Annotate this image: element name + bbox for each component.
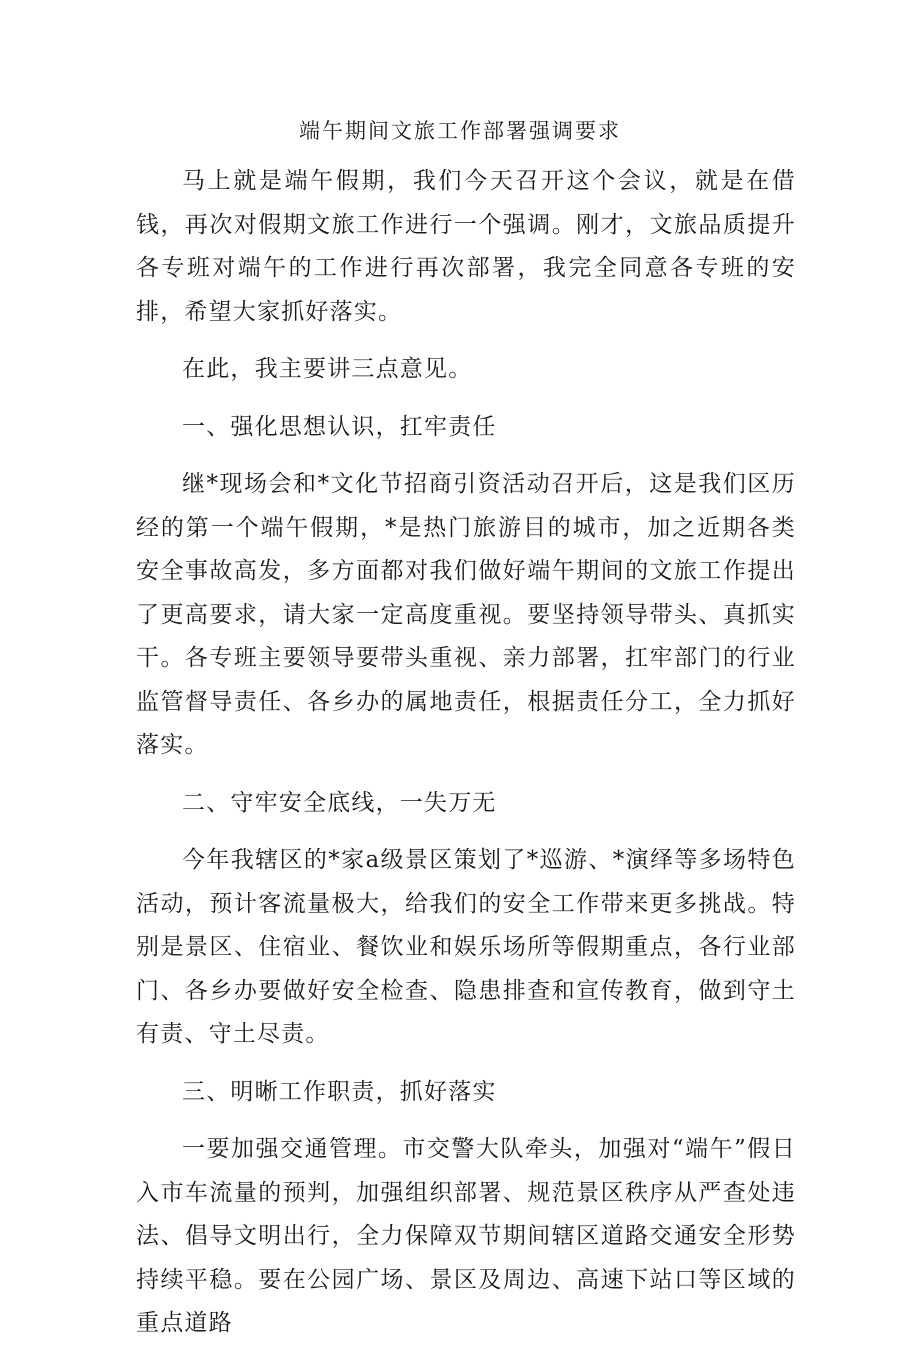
paragraph-gap bbox=[136, 1057, 796, 1071]
paragraph-gap bbox=[136, 334, 796, 348]
paragraph-gap bbox=[136, 1114, 796, 1128]
document-title: 端午期间文旅工作部署强调要求 bbox=[299, 119, 621, 143]
section-paragraph-2: 今年我辖区的*家a级景区策划了*巡游、*演绎等多场特色活动，预计客流量极大，给我们的安全工作带来更多挑战。特别是景区、住宿业、餐饮业和娱乐场所等假期重点，各行业部门、各乡办要做好安全检查、隐患排查和宣传教育，做到守土有责、守土尽责。 bbox=[136, 847, 796, 1047]
section-heading-3: 三、明晰工作职责，抓好落实 bbox=[182, 1078, 497, 1105]
document-body bbox=[136, 160, 796, 1346]
section-paragraph-3: 一要加强交通管理。市交警大队牵头，加强对“端午”假日入市车流量的预判，加强组织部署、规范景区秩序从严查处违法、倡导文明出行，全力保障双节期间辖区道路交通安全形势持续平稳。要在公园广场、景区及周边、高速下站口等区域的重点道路 bbox=[136, 1136, 796, 1336]
paragraph-gap bbox=[136, 768, 796, 782]
section-heading-2: 二、守牢安全底线，一失万无 bbox=[182, 789, 497, 816]
paragraph-gap bbox=[136, 449, 796, 463]
section-paragraph-1: 继*现场会和*文化节招商引资活动召开后，这是我们区历经的第一个端午假期，*是热门旅游目的城市，加之近期各类安全事故高发，多方面都对我们做好端午期间的文旅工作提出了更高要求，请大家一定高度重视。要坚持领导带头、真抓实干。各专班主要领导要带头重视、亲力部署，扛牢部门的行业监管督导责任、各乡办的属地责任，根据责任分工，全力抓好落实。 bbox=[136, 471, 796, 758]
paragraph-gap bbox=[136, 392, 796, 406]
paragraph-intro: 马上就是端午假期，我们今天召开这个会议，就是在借钱，再次对假期文旅工作进行一个强调。刚才，文旅品质提升各专班对端午的工作进行再次部署，我完全同意各专班的安排，希望大家抓好落实。 bbox=[136, 168, 796, 325]
paragraph-gap bbox=[136, 825, 796, 839]
section-heading-1: 一、强化思想认识，扛牢责任 bbox=[182, 413, 497, 440]
paragraph-lead: 在此，我主要讲三点意见。 bbox=[182, 356, 473, 382]
